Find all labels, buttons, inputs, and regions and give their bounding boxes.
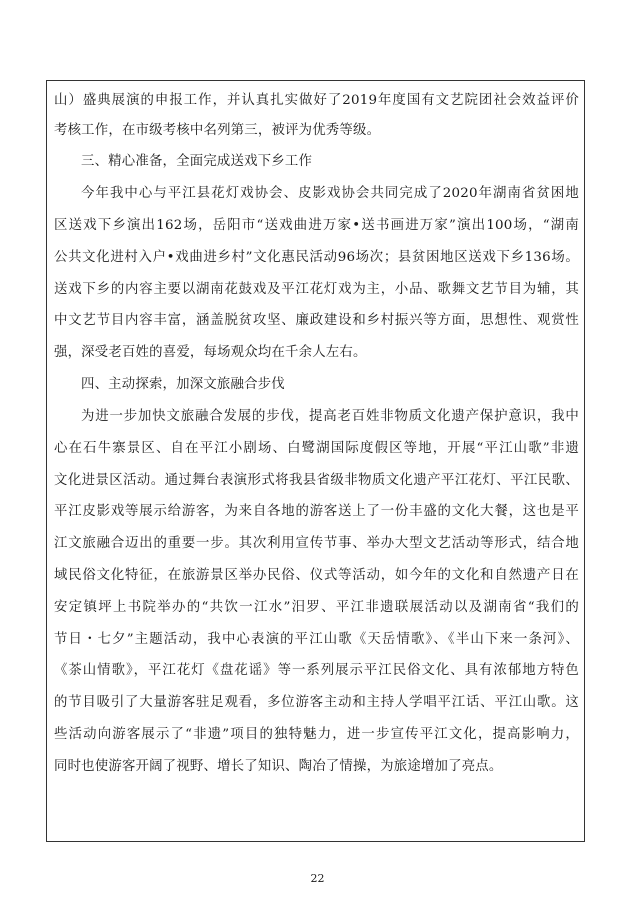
text-line: 强，深受老百姓的喜爱，每场观众均在千余人左右。	[54, 345, 367, 360]
text-line: 江文旅融合迈出的重要一步。其次利用宣传节事、举办大型文艺活动等形式，结合地	[54, 536, 579, 551]
page-number: 22	[310, 872, 325, 885]
text-line: 平江皮影戏等展示给游客，为来自各地的游客送上了一份丰盛的文化大餐，这也是平	[54, 504, 579, 519]
text-line: 节日・七夕”主题活动，我中心表演的平江山歌《天岳情歌》、《半山下来一条河》、	[54, 632, 579, 647]
text-line: 些活动向游客展示了“非遗”项目的独特魅力，进一步宣传平江文化，提高影响力，	[54, 727, 579, 742]
text-line: 公共文化进村入户•戏曲进乡村”文化惠民活动96场次；县贫困地区送戏下乡136场。	[54, 250, 579, 265]
text-line: 心在石牛寨景区、自在平江小剧场、白鹭湖国际度假区等地，开展“平江山歌”非遗	[54, 441, 579, 456]
text-line: 今年我中心与平江县花灯戏协会、皮影戏协会共同完成了2020年湖南省贫困地	[81, 186, 579, 201]
text-line: 送戏下乡的内容主要以湖南花鼓戏及平江花灯戏为主，小品、歌舞文艺节目为辅，其	[54, 282, 579, 297]
text-line: 安定镇坪上书院举办的“共饮一江水”汨罗、平江非遗联展活动以及湖南省“我们的	[54, 600, 579, 615]
text-line: 同时也使游客开阔了视野、增长了知识、陶冶了情操，为旅途增加了亮点。	[54, 759, 503, 774]
text-line: 区送戏下乡演出162场，岳阳市“送戏曲进万家•送书画进万家”演出100场，“湖南	[54, 218, 579, 233]
text-line: 考核工作，在市级考核中名列第三，被评为优秀等级。	[54, 123, 381, 138]
text-line: 《茶山情歌》，平江花灯《盘花谣》等一系列展示平江民俗文化、具有浓郁地方特色	[54, 663, 579, 678]
text-line: 为进一步加快文旅融合发展的步伐，提高老百姓非物质文化遗产保护意识，我中	[81, 409, 579, 424]
text-line: 域民俗文化特征，在旅游景区举办民俗、仪式等活动，如今年的文化和自然遗产日在	[54, 568, 579, 583]
text-line: 山）盛典展演的申报工作，并认真扎实做好了2019年度国有文艺院团社会效益评价	[54, 93, 579, 108]
text-line: 的节目吸引了大量游客驻足观看，多位游客主动和主持人学唱平江话、平江山歌。这	[54, 695, 579, 710]
section-heading: 三、精心准备，全面完成送戏下乡工作	[81, 154, 313, 169]
text-line: 中文艺节目内容丰富，涵盖脱贫攻坚、廉政建设和乡村振兴等方面，思想性、观赏性	[54, 313, 579, 328]
section-heading: 四、主动探索，加深文旅融合步伐	[81, 377, 285, 392]
text-line: 文化进景区活动。通过舞台表演形式将我县省级非物质文化遗产平江花灯、平江民歌、	[54, 473, 579, 488]
